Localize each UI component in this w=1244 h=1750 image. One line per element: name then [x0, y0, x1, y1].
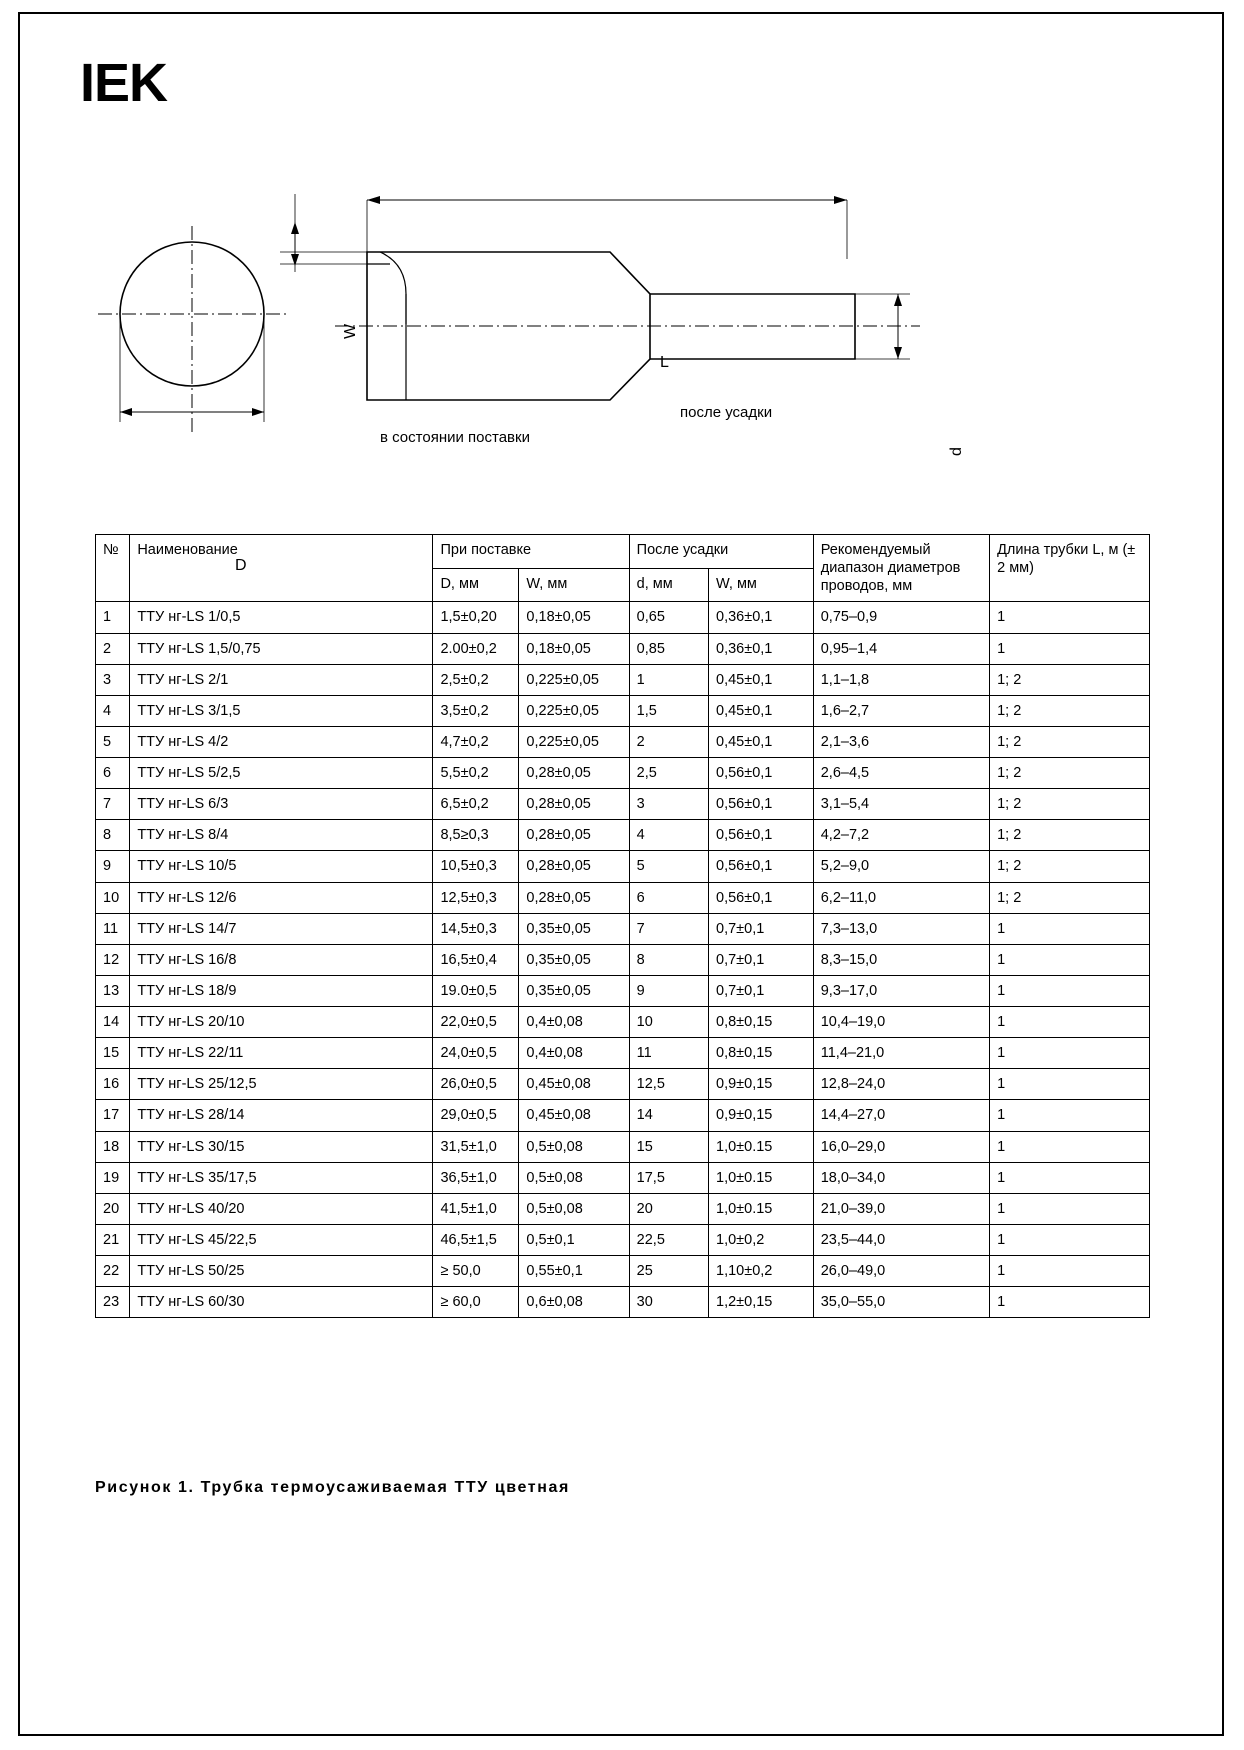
- cell-supply-W: 0,5±0,08: [519, 1193, 629, 1224]
- cell-shrunk-d: 6: [629, 882, 708, 913]
- cell-length: 1: [990, 944, 1150, 975]
- cell-wire-range: 5,2–9,0: [813, 851, 989, 882]
- cell-shrunk-d: 1,5: [629, 695, 708, 726]
- cell-wire-range: 23,5–44,0: [813, 1224, 989, 1255]
- cell-wire-range: 0,95–1,4: [813, 633, 989, 664]
- document-page: [18, 12, 1224, 1736]
- table-row: [96, 695, 1150, 726]
- cell-name: ТТУ нг-LS 22/11: [130, 1038, 433, 1069]
- cell-supply-D: 6,5±0,2: [433, 789, 519, 820]
- cell-shrunk-W: 0,36±0,1: [709, 602, 814, 633]
- figure-caption: Рисунок 1. Трубка термоусаживаемая ТТУ цветная: [95, 1479, 570, 1496]
- cell-name: ТТУ нг-LS 3/1,5: [130, 695, 433, 726]
- header-num: №: [96, 535, 130, 602]
- cell-length: 1; 2: [990, 695, 1150, 726]
- header-wire-range: Рекомендуемый диапазон диаметров проводов, мм: [813, 535, 989, 602]
- cell-name: ТТУ нг-LS 50/25: [130, 1256, 433, 1287]
- cell-shrunk-W: 1,0±0.15: [709, 1131, 814, 1162]
- header-sub-D: D, мм: [433, 568, 519, 602]
- caption-after-shrink: после усадки: [680, 404, 773, 421]
- cell-num: 11: [96, 913, 130, 944]
- cell-supply-D: 24,0±0,5: [433, 1038, 519, 1069]
- cell-wire-range: 8,3–15,0: [813, 944, 989, 975]
- table-row: [96, 882, 1150, 913]
- cell-supply-D: 46,5±1,5: [433, 1224, 519, 1255]
- cell-wire-range: 3,1–5,4: [813, 789, 989, 820]
- cell-shrunk-d: 4: [629, 820, 708, 851]
- cell-name: ТТУ нг-LS 16/8: [130, 944, 433, 975]
- cell-length: 1: [990, 1193, 1150, 1224]
- table-row: [96, 975, 1150, 1006]
- cell-num: 13: [96, 975, 130, 1006]
- cell-num: 8: [96, 820, 130, 851]
- cell-supply-D: 4,7±0,2: [433, 726, 519, 757]
- header-sub-d: d, мм: [629, 568, 708, 602]
- cell-num: 3: [96, 664, 130, 695]
- cell-length: 1: [990, 1287, 1150, 1318]
- cell-supply-D: 16,5±0,4: [433, 944, 519, 975]
- cell-supply-W: 0,35±0,05: [519, 975, 629, 1006]
- cell-supply-D: 2,5±0,2: [433, 664, 519, 695]
- cell-num: 6: [96, 758, 130, 789]
- cell-length: 1: [990, 1224, 1150, 1255]
- cell-shrunk-d: 5: [629, 851, 708, 882]
- cell-shrunk-W: 0,8±0,15: [709, 1038, 814, 1069]
- cell-length: 1: [990, 1256, 1150, 1287]
- cell-wire-range: 26,0–49,0: [813, 1256, 989, 1287]
- table-row: [96, 664, 1150, 695]
- cell-num: 4: [96, 695, 130, 726]
- table-row: [96, 633, 1150, 664]
- cell-shrunk-W: 1,2±0,15: [709, 1287, 814, 1318]
- cell-shrunk-d: 2: [629, 726, 708, 757]
- table-body: [96, 602, 1150, 1318]
- cell-supply-D: 22,0±0,5: [433, 1007, 519, 1038]
- cell-num: 5: [96, 726, 130, 757]
- cell-supply-W: 0,35±0,05: [519, 944, 629, 975]
- cell-wire-range: 11,4–21,0: [813, 1038, 989, 1069]
- cell-supply-D: 31,5±1,0: [433, 1131, 519, 1162]
- cell-name: ТТУ нг-LS 5/2,5: [130, 758, 433, 789]
- table-row: [96, 1193, 1150, 1224]
- cell-shrunk-d: 25: [629, 1256, 708, 1287]
- cell-num: 22: [96, 1256, 130, 1287]
- cell-supply-D: 29,0±0,5: [433, 1100, 519, 1131]
- cell-wire-range: 2,6–4,5: [813, 758, 989, 789]
- cell-supply-W: 0,5±0,1: [519, 1224, 629, 1255]
- cell-num: 21: [96, 1224, 130, 1255]
- cell-supply-W: 0,28±0,05: [519, 758, 629, 789]
- cell-shrunk-W: 0,56±0,1: [709, 758, 814, 789]
- cell-supply-W: 0,4±0,08: [519, 1007, 629, 1038]
- cell-supply-D: 12,5±0,3: [433, 882, 519, 913]
- cell-shrunk-W: 1,10±0,2: [709, 1256, 814, 1287]
- cell-shrunk-W: 0,7±0,1: [709, 944, 814, 975]
- cell-wire-range: 16,0–29,0: [813, 1131, 989, 1162]
- table-row: [96, 1131, 1150, 1162]
- cell-supply-W: 0,225±0,05: [519, 664, 629, 695]
- cell-length: 1: [990, 1007, 1150, 1038]
- cell-shrunk-W: 0,56±0,1: [709, 820, 814, 851]
- table-header-row-1: [96, 535, 1150, 569]
- cell-shrunk-W: 0,56±0,1: [709, 789, 814, 820]
- cell-num: 1: [96, 602, 130, 633]
- cell-length: 1: [990, 1038, 1150, 1069]
- cell-num: 16: [96, 1069, 130, 1100]
- cell-shrunk-d: 12,5: [629, 1069, 708, 1100]
- cell-shrunk-W: 0,56±0,1: [709, 882, 814, 913]
- cell-shrunk-W: 0,45±0,1: [709, 726, 814, 757]
- dimension-label-L: L: [660, 354, 669, 371]
- cell-num: 17: [96, 1100, 130, 1131]
- cell-shrunk-W: 0,56±0,1: [709, 851, 814, 882]
- cell-supply-W: 0,225±0,05: [519, 695, 629, 726]
- cell-wire-range: 18,0–34,0: [813, 1162, 989, 1193]
- cell-num: 12: [96, 944, 130, 975]
- table-row: [96, 851, 1150, 882]
- cell-wire-range: 4,2–7,2: [813, 820, 989, 851]
- table-row: [96, 1038, 1150, 1069]
- cell-name: ТТУ нг-LS 2/1: [130, 664, 433, 695]
- dimension-label-d: d: [948, 447, 965, 456]
- cell-supply-D: 41,5±1,0: [433, 1193, 519, 1224]
- table-row: [96, 1287, 1150, 1318]
- table-row: [96, 1256, 1150, 1287]
- cell-shrunk-W: 0,9±0,15: [709, 1069, 814, 1100]
- cell-shrunk-W: 0,45±0,1: [709, 695, 814, 726]
- cell-shrunk-W: 0,7±0,1: [709, 975, 814, 1006]
- cell-shrunk-d: 11: [629, 1038, 708, 1069]
- cell-shrunk-W: 0,9±0,15: [709, 1100, 814, 1131]
- dimension-label-W: W: [342, 323, 359, 339]
- table-row: [96, 1069, 1150, 1100]
- caption-supply-state: в состоянии поставки: [380, 429, 530, 446]
- table-row: [96, 602, 1150, 633]
- cell-shrunk-d: 20: [629, 1193, 708, 1224]
- cell-num: 14: [96, 1007, 130, 1038]
- cell-shrunk-W: 0,45±0,1: [709, 664, 814, 695]
- cell-wire-range: 9,3–17,0: [813, 975, 989, 1006]
- cell-num: 23: [96, 1287, 130, 1318]
- cell-supply-D: 2.00±0,2: [433, 633, 519, 664]
- cell-length: 1: [990, 1100, 1150, 1131]
- cell-supply-W: 0,28±0,05: [519, 851, 629, 882]
- cell-length: 1; 2: [990, 789, 1150, 820]
- cell-supply-W: 0,225±0,05: [519, 726, 629, 757]
- cell-length: 1; 2: [990, 726, 1150, 757]
- table-row: [96, 1100, 1150, 1131]
- cell-name: ТТУ нг-LS 12/6: [130, 882, 433, 913]
- cell-wire-range: 7,3–13,0: [813, 913, 989, 944]
- cell-length: 1: [990, 1131, 1150, 1162]
- cell-supply-W: 0,5±0,08: [519, 1131, 629, 1162]
- drawing-svg: [80, 164, 1080, 484]
- table-row: [96, 820, 1150, 851]
- cell-wire-range: 10,4–19,0: [813, 1007, 989, 1038]
- cell-name: ТТУ нг-LS 60/30: [130, 1287, 433, 1318]
- cell-supply-W: 0,28±0,05: [519, 882, 629, 913]
- table-head: [96, 535, 1150, 602]
- cell-name: ТТУ нг-LS 1/0,5: [130, 602, 433, 633]
- cell-name: ТТУ нг-LS 14/7: [130, 913, 433, 944]
- cell-length: 1: [990, 913, 1150, 944]
- dimension-label-D: D: [235, 557, 247, 574]
- header-name: Наименование: [130, 535, 433, 602]
- cell-shrunk-d: 9: [629, 975, 708, 1006]
- cell-shrunk-d: 7: [629, 913, 708, 944]
- cell-length: 1: [990, 1162, 1150, 1193]
- cell-name: ТТУ нг-LS 30/15: [130, 1131, 433, 1162]
- cell-num: 15: [96, 1038, 130, 1069]
- table-row: [96, 758, 1150, 789]
- cell-supply-W: 0,45±0,08: [519, 1100, 629, 1131]
- cell-supply-D: 3,5±0,2: [433, 695, 519, 726]
- header-after-shrink: После усадки: [629, 535, 813, 569]
- cell-supply-D: 19.0±0,5: [433, 975, 519, 1006]
- cell-name: ТТУ нг-LS 28/14: [130, 1100, 433, 1131]
- cell-length: 1; 2: [990, 758, 1150, 789]
- cell-shrunk-d: 0,85: [629, 633, 708, 664]
- cell-name: ТТУ нг-LS 40/20: [130, 1193, 433, 1224]
- cell-wire-range: 1,6–2,7: [813, 695, 989, 726]
- cell-shrunk-W: 1,0±0,2: [709, 1224, 814, 1255]
- iek-logo: IEK: [80, 53, 168, 113]
- cell-wire-range: 21,0–39,0: [813, 1193, 989, 1224]
- cell-supply-W: 0,18±0,05: [519, 633, 629, 664]
- cell-wire-range: 1,1–1,8: [813, 664, 989, 695]
- cell-shrunk-d: 3: [629, 789, 708, 820]
- cell-wire-range: 6,2–11,0: [813, 882, 989, 913]
- cell-length: 1: [990, 975, 1150, 1006]
- cell-shrunk-W: 1,0±0.15: [709, 1162, 814, 1193]
- cell-shrunk-W: 0,8±0,15: [709, 1007, 814, 1038]
- table-row: [96, 789, 1150, 820]
- table-row: [96, 1224, 1150, 1255]
- cell-length: 1: [990, 1069, 1150, 1100]
- table-row: [96, 944, 1150, 975]
- cell-shrunk-d: 8: [629, 944, 708, 975]
- cell-num: 18: [96, 1131, 130, 1162]
- header-sub-W-supply: W, мм: [519, 568, 629, 602]
- cell-shrunk-d: 0,65: [629, 602, 708, 633]
- cell-shrunk-d: 10: [629, 1007, 708, 1038]
- cell-num: 7: [96, 789, 130, 820]
- cell-length: 1; 2: [990, 664, 1150, 695]
- cell-name: ТТУ нг-LS 6/3: [130, 789, 433, 820]
- header-length: Длина трубки L, м (± 2 мм): [990, 535, 1150, 602]
- cell-supply-D: 10,5±0,3: [433, 851, 519, 882]
- cell-name: ТТУ нг-LS 20/10: [130, 1007, 433, 1038]
- cell-length: 1: [990, 633, 1150, 664]
- cell-name: ТТУ нг-LS 1,5/0,75: [130, 633, 433, 664]
- cell-length: 1; 2: [990, 820, 1150, 851]
- cell-supply-D: 1,5±0,20: [433, 602, 519, 633]
- cell-num: 9: [96, 851, 130, 882]
- cell-supply-W: 0,4±0,08: [519, 1038, 629, 1069]
- table-row: [96, 1162, 1150, 1193]
- cell-shrunk-d: 14: [629, 1100, 708, 1131]
- header-supply: При поставке: [433, 535, 629, 569]
- cell-name: ТТУ нг-LS 10/5: [130, 851, 433, 882]
- cell-shrunk-d: 17,5: [629, 1162, 708, 1193]
- cell-name: ТТУ нг-LS 45/22,5: [130, 1224, 433, 1255]
- cell-supply-D: ≥ 60,0: [433, 1287, 519, 1318]
- cell-supply-W: 0,45±0,08: [519, 1069, 629, 1100]
- cell-shrunk-W: 0,36±0,1: [709, 633, 814, 664]
- cell-supply-D: 8,5≥0,3: [433, 820, 519, 851]
- table-row: [96, 726, 1150, 757]
- cell-wire-range: 12,8–24,0: [813, 1069, 989, 1100]
- cell-supply-W: 0,28±0,05: [519, 820, 629, 851]
- cell-name: ТТУ нг-LS 4/2: [130, 726, 433, 757]
- specification-table: [95, 534, 1150, 1318]
- header-sub-W-shrunk: W, мм: [709, 568, 814, 602]
- cell-length: 1; 2: [990, 851, 1150, 882]
- cell-supply-W: 0,55±0,1: [519, 1256, 629, 1287]
- cell-name: ТТУ нг-LS 35/17,5: [130, 1162, 433, 1193]
- cell-wire-range: 0,75–0,9: [813, 602, 989, 633]
- cell-shrunk-d: 22,5: [629, 1224, 708, 1255]
- cell-supply-D: 14,5±0,3: [433, 913, 519, 944]
- cell-num: 10: [96, 882, 130, 913]
- cell-shrunk-d: 30: [629, 1287, 708, 1318]
- cell-supply-W: 0,6±0,08: [519, 1287, 629, 1318]
- table-row: [96, 1007, 1150, 1038]
- cell-wire-range: 35,0–55,0: [813, 1287, 989, 1318]
- cell-supply-D: ≥ 50,0: [433, 1256, 519, 1287]
- cell-length: 1; 2: [990, 882, 1150, 913]
- cell-shrunk-W: 0,7±0,1: [709, 913, 814, 944]
- cell-shrunk-W: 1,0±0.15: [709, 1193, 814, 1224]
- cell-shrunk-d: 15: [629, 1131, 708, 1162]
- cell-num: 20: [96, 1193, 130, 1224]
- cell-supply-D: 26,0±0,5: [433, 1069, 519, 1100]
- cell-shrunk-d: 1: [629, 664, 708, 695]
- cell-wire-range: 2,1–3,6: [813, 726, 989, 757]
- cell-name: ТТУ нг-LS 8/4: [130, 820, 433, 851]
- table-row: [96, 913, 1150, 944]
- cell-name: ТТУ нг-LS 18/9: [130, 975, 433, 1006]
- cell-shrunk-d: 2,5: [629, 758, 708, 789]
- cell-num: 19: [96, 1162, 130, 1193]
- cell-supply-D: 5,5±0,2: [433, 758, 519, 789]
- cell-supply-W: 0,28±0,05: [519, 789, 629, 820]
- cell-wire-range: 14,4–27,0: [813, 1100, 989, 1131]
- cell-name: ТТУ нг-LS 25/12,5: [130, 1069, 433, 1100]
- cell-supply-W: 0,18±0,05: [519, 602, 629, 633]
- cell-supply-W: 0,35±0,05: [519, 913, 629, 944]
- cell-length: 1: [990, 602, 1150, 633]
- cell-supply-D: 36,5±1,0: [433, 1162, 519, 1193]
- cell-num: 2: [96, 633, 130, 664]
- cell-supply-W: 0,5±0,08: [519, 1162, 629, 1193]
